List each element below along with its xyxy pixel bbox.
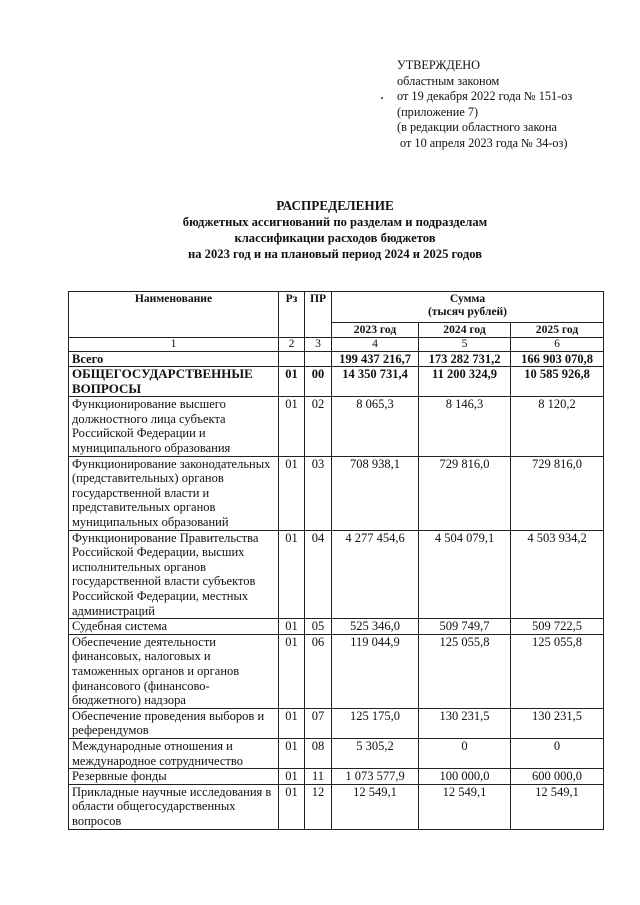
- row-rz: [279, 351, 305, 367]
- row-value-2024: 100 000,0: [419, 769, 511, 785]
- row-value-2025: 729 816,0: [511, 456, 604, 530]
- budget-table: [68, 291, 604, 830]
- row-rz: 01: [279, 397, 305, 456]
- row-name: Обеспечение деятельности финансовых, налоговых и таможенных органов и органов финансового (финансово-бюджетного) надзора: [69, 634, 279, 708]
- row-pr: 02: [305, 397, 332, 456]
- row-name: ОБЩЕГОСУДАРСТВЕННЫЕ ВОПРОСЫ: [69, 367, 279, 397]
- row-name: Прикладные научные исследования в области общегосударственных вопросов: [69, 784, 279, 829]
- row-value-2025: 4 503 934,2: [511, 530, 604, 619]
- row-value-2025: 10 585 926,8: [511, 367, 604, 397]
- row-pr: 00: [305, 367, 332, 397]
- row-name: Международные отношения и международное сотрудничество: [69, 738, 279, 768]
- row-value-2023: 1 073 577,9: [332, 769, 419, 785]
- row-value-2024: 11 200 324,9: [419, 367, 511, 397]
- row-value-2023: 199 437 216,7: [332, 351, 419, 367]
- row-pr: 08: [305, 738, 332, 768]
- row-value-2024: 130 231,5: [419, 708, 511, 738]
- row-pr: 11: [305, 769, 332, 785]
- table-row: [69, 784, 604, 829]
- row-pr: [305, 351, 332, 367]
- row-value-2023: 119 044,9: [332, 634, 419, 708]
- row-value-2025: 130 231,5: [511, 708, 604, 738]
- row-value-2023: 708 938,1: [332, 456, 419, 530]
- row-value-2023: 525 346,0: [332, 619, 419, 635]
- row-rz: 01: [279, 738, 305, 768]
- table-row-total: [69, 351, 604, 367]
- row-value-2024: 125 055,8: [419, 634, 511, 708]
- header-sum-unit: (тысяч рублей): [427, 305, 508, 318]
- column-number-row: [69, 338, 604, 352]
- approval-line: от 19 декабря 2022 года № 151-оз: [397, 89, 573, 104]
- table-row: [69, 738, 604, 768]
- row-name: Функционирование высшего должностного лица субъекта Российской Федерации и муниципального образования: [69, 397, 279, 456]
- row-rz: 01: [279, 634, 305, 708]
- heading-line: на 2023 год и на плановый период 2024 и 2025 годов: [187, 247, 483, 261]
- table-row: [69, 634, 604, 708]
- row-pr: 04: [305, 530, 332, 619]
- row-pr: 12: [305, 784, 332, 829]
- row-rz: 01: [279, 708, 305, 738]
- row-value-2025: 600 000,0: [511, 769, 604, 785]
- scan-dot: [381, 97, 383, 99]
- row-value-2024: 0: [419, 738, 511, 768]
- header-sum: [332, 292, 604, 323]
- row-pr: 06: [305, 634, 332, 708]
- row-name: Резервные фонды: [69, 769, 279, 785]
- row-value-2025: 509 722,5: [511, 619, 604, 635]
- row-name: Функционирование Правительства Российской Федерации, высших исполнительных органов государственной власти субъектов Российской Федерации, местных администраций: [69, 530, 279, 619]
- row-name: Функционирование законодательных (представительных) органов государственной власти и представительных органов муниципальных образований: [69, 456, 279, 530]
- row-value-2023: 5 305,2: [332, 738, 419, 768]
- header-sum-label: Сумма: [449, 292, 486, 305]
- approval-line: (приложение 7): [397, 104, 479, 119]
- row-value-2024: 173 282 731,2: [419, 351, 511, 367]
- row-name: Обеспечение проведения выборов и референдумов: [69, 708, 279, 738]
- row-value-2023: 125 175,0: [332, 708, 419, 738]
- approval-line: (в редакции областного закона: [397, 120, 557, 135]
- row-pr: 03: [305, 456, 332, 530]
- heading-line: бюджетных ассигнований по разделам и подразделам: [182, 215, 488, 229]
- header-rz: Рз: [279, 292, 305, 338]
- column-number: 4: [332, 338, 419, 352]
- row-rz: 01: [279, 367, 305, 397]
- approval-title: УТВЕРЖДЕНО: [397, 58, 481, 72]
- column-number: 6: [511, 338, 604, 352]
- row-rz: 01: [279, 456, 305, 530]
- table-row: [69, 619, 604, 635]
- row-value-2024: 8 146,3: [419, 397, 511, 456]
- row-value-2025: 12 549,1: [511, 784, 604, 829]
- table-row: [69, 708, 604, 738]
- row-name: Судебная система: [69, 619, 279, 635]
- document-title: РАСПРЕДЕЛЕНИЕ: [276, 198, 394, 213]
- header-year-2025: 2025 год: [511, 323, 604, 338]
- row-value-2024: 509 749,7: [419, 619, 511, 635]
- table-row: [69, 456, 604, 530]
- row-pr: 07: [305, 708, 332, 738]
- row-value-2023: 14 350 731,4: [332, 367, 419, 397]
- row-value-2023: 8 065,3: [332, 397, 419, 456]
- row-name: Всего: [69, 351, 279, 367]
- row-value-2023: 12 549,1: [332, 784, 419, 829]
- document-heading: [0, 198, 640, 262]
- table-row: [69, 397, 604, 456]
- column-number: 2: [279, 338, 305, 352]
- header-name: Наименование: [69, 292, 279, 338]
- row-value-2024: 729 816,0: [419, 456, 511, 530]
- column-number: 1: [69, 338, 279, 352]
- row-value-2025: 125 055,8: [511, 634, 604, 708]
- row-value-2025: 0: [511, 738, 604, 768]
- row-rz: 01: [279, 784, 305, 829]
- heading-line: классификации расходов бюджетов: [234, 231, 436, 245]
- row-rz: 01: [279, 530, 305, 619]
- row-value-2025: 166 903 070,8: [511, 351, 604, 367]
- row-value-2024: 12 549,1: [419, 784, 511, 829]
- table-row: [69, 769, 604, 785]
- row-value-2024: 4 504 079,1: [419, 530, 511, 619]
- approval-line: от 10 апреля 2023 года № 34-оз): [400, 135, 568, 150]
- row-value-2023: 4 277 454,6: [332, 530, 419, 619]
- column-number: 3: [305, 338, 332, 352]
- approval-block: [397, 58, 627, 152]
- column-number: 5: [419, 338, 511, 352]
- table-row: [69, 530, 604, 619]
- header-pr: ПР: [305, 292, 332, 338]
- row-rz: 01: [279, 619, 305, 635]
- row-value-2025: 8 120,2: [511, 397, 604, 456]
- row-rz: 01: [279, 769, 305, 785]
- approval-line: областным законом: [397, 73, 500, 88]
- row-pr: 05: [305, 619, 332, 635]
- table-row-section: [69, 367, 604, 397]
- header-year-2024: 2024 год: [419, 323, 511, 338]
- header-year-2023: 2023 год: [332, 323, 419, 338]
